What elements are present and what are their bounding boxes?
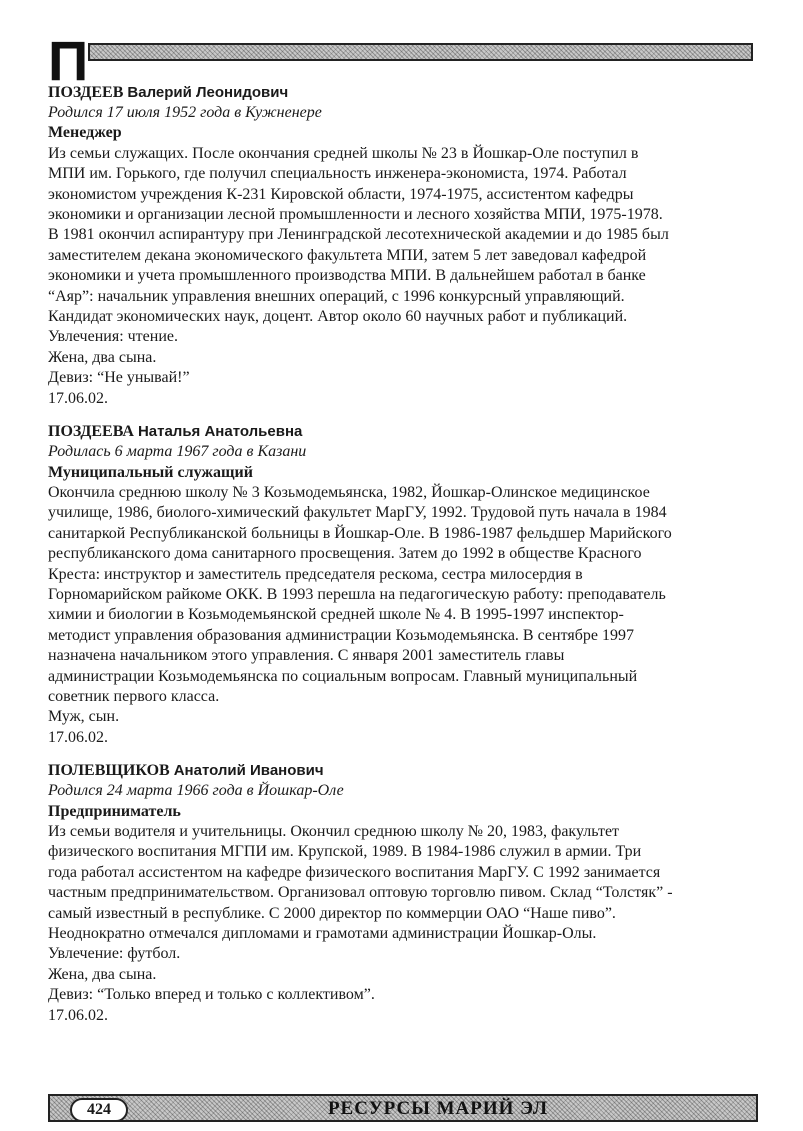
bio-text-line: Девиз: “Только вперед и только с коллективом”. bbox=[48, 986, 375, 1004]
bio-text-line: Кандидат экономических наук, доцент. Автор около 60 научных работ и публикаций. bbox=[48, 308, 628, 326]
bio-text-line: администрации Козьмодемьянска по социальным вопросам. Главный муниципальный bbox=[48, 667, 638, 685]
footer-title: РЕСУРСЫ МАРИЙ ЭЛ bbox=[327, 1098, 549, 1119]
bio-text-line: назначена начальником этого управления. С января 2001 заместитель главы bbox=[48, 647, 565, 665]
page-number: 424 bbox=[70, 1098, 128, 1122]
bio-text-line: Жена, два сына. bbox=[48, 965, 157, 983]
bio-text-line: самый известный в республике. С 2000 директор по коммерции ОАО “Наше пиво”. bbox=[48, 904, 616, 922]
header-bar bbox=[88, 43, 753, 61]
bio-text-line: 17.06.02. bbox=[48, 389, 108, 407]
bio-text-line: Девиз: “Не унывай!” bbox=[48, 369, 190, 387]
bio-text-line: года работал ассистентом на кафедре физического воспитания МарГУ. С 1992 занимается bbox=[48, 863, 661, 881]
birth-info: Родился 24 марта 1966 года в Йошкар-Оле bbox=[48, 782, 344, 800]
bio-text-line: МПИ им. Горького, где получил специальность инженера-экономиста, 1974. Работал bbox=[48, 165, 627, 183]
bio-text-line: экономики и учета промышленного производства МПИ. В дальнейшем работал в банке bbox=[48, 267, 646, 285]
bio-text-line: Муж, сын. bbox=[48, 708, 120, 726]
surname: ПОЗДЕЕВ bbox=[48, 84, 124, 101]
person-name bbox=[48, 422, 758, 442]
bio-text-line: заместителем декана экономического факультета МПИ, затем 5 лет заведовал кафедрой bbox=[48, 246, 647, 264]
person-name bbox=[48, 761, 758, 781]
biography-entry bbox=[48, 422, 758, 748]
bio-text-line: 17.06.02. bbox=[48, 728, 108, 746]
birth-info: Родился 17 июля 1952 года в Кужненере bbox=[48, 104, 322, 121]
person-name bbox=[48, 83, 758, 103]
bio-text-line: В 1981 окончил аспирантуру при Ленинградской лесотехнической академии и до 1985 был bbox=[48, 226, 669, 244]
bio-text-line: советник первого класса. bbox=[48, 687, 220, 705]
bio-text-line: физического воспитания МГПИ им. Крупской, 1989. В 1984-1986 служил в армии. Три bbox=[48, 843, 642, 861]
bio-text-line: училище, 1986, биолого-химический факультет МарГУ, 1992. Трудовой путь начала в 1984 bbox=[48, 504, 667, 522]
birth-info: Родилась 6 марта 1967 года в Казани bbox=[48, 443, 307, 461]
bio-text-line: Из семьи служащих. После окончания средней школы № 23 в Йошкар-Оле поступил в bbox=[48, 144, 639, 162]
bio-text-line: республиканского дома санитарного просвещения. Затем до 1992 в обществе Красного bbox=[48, 545, 642, 563]
bio-text-line: методист управления образования администрации Козьмодемьянска. В сентябре 1997 bbox=[48, 626, 634, 644]
biography-entry bbox=[48, 761, 758, 1026]
bio-text-line: Увлечение: футбол. bbox=[48, 945, 181, 963]
bio-text-line: Жена, два сына. bbox=[48, 348, 157, 366]
bio-text-line: Окончила среднюю школу № 3 Козьмодемьянска, 1982, Йошкар-Олинское медицинское bbox=[48, 483, 650, 501]
bio-text-line: экономистом учреждения К-231 Кировской области, 1974-1975, ассистентом кафедры bbox=[48, 185, 634, 203]
given-name: Наталья Анатольевна bbox=[137, 423, 303, 441]
given-name: Анатолий Иванович bbox=[173, 762, 324, 780]
bio-text-line: экономики и организации лесной промышленности и лесного хозяйства МПИ, 1975-1978. bbox=[48, 206, 663, 224]
section-letter: П bbox=[48, 29, 89, 92]
bio-text-line: Креста: инструктор и заместитель председателя рескома, сестра милосердия в bbox=[48, 565, 583, 583]
bio-text-line: Неоднократно отмечался дипломами и грамотами администрации Йошкар-Олы. bbox=[48, 925, 597, 943]
bio-text-line: химии и биологии в Козьмодемьянской средней школе № 4. В 1995-1997 инспектор- bbox=[48, 606, 624, 624]
biography-entry bbox=[48, 83, 758, 409]
profession: Муниципальный служащий bbox=[48, 463, 253, 481]
bio-text-line: частным предпринимательством. Организовал оптовую торговлю пивом. Склад “Толстяк” - bbox=[48, 884, 673, 902]
surname: ПОЛЕВЩИКОВ bbox=[48, 762, 170, 780]
bio-text-line: 17.06.02. bbox=[48, 1006, 108, 1024]
entries-list bbox=[48, 83, 758, 1039]
profession: Предприниматель bbox=[48, 802, 181, 820]
bio-text-line: Увлечения: чтение. bbox=[48, 328, 178, 346]
given-name: Валерий Леонидович bbox=[127, 84, 289, 101]
surname: ПОЗДЕЕВА bbox=[48, 423, 134, 441]
bio-text-line: Из семьи водителя и учительницы. Окончил среднюю школу № 20, 1983, факультет bbox=[48, 823, 620, 840]
bio-text-line: санитаркой Республиканской больницы в Йошкар-Оле. В 1986-1987 фельдшер Марийского bbox=[48, 524, 672, 542]
bio-text-line: Горномарийском райкоме ОКК. В 1993 перешла на педагогическую работу: преподаватель bbox=[48, 585, 666, 603]
profession: Менеджер bbox=[48, 124, 122, 142]
page-footer bbox=[48, 1094, 758, 1122]
bio-text-line: “Аяр”: начальник управления внешних операций, с 1996 конкурсный управляющий. bbox=[48, 287, 625, 305]
